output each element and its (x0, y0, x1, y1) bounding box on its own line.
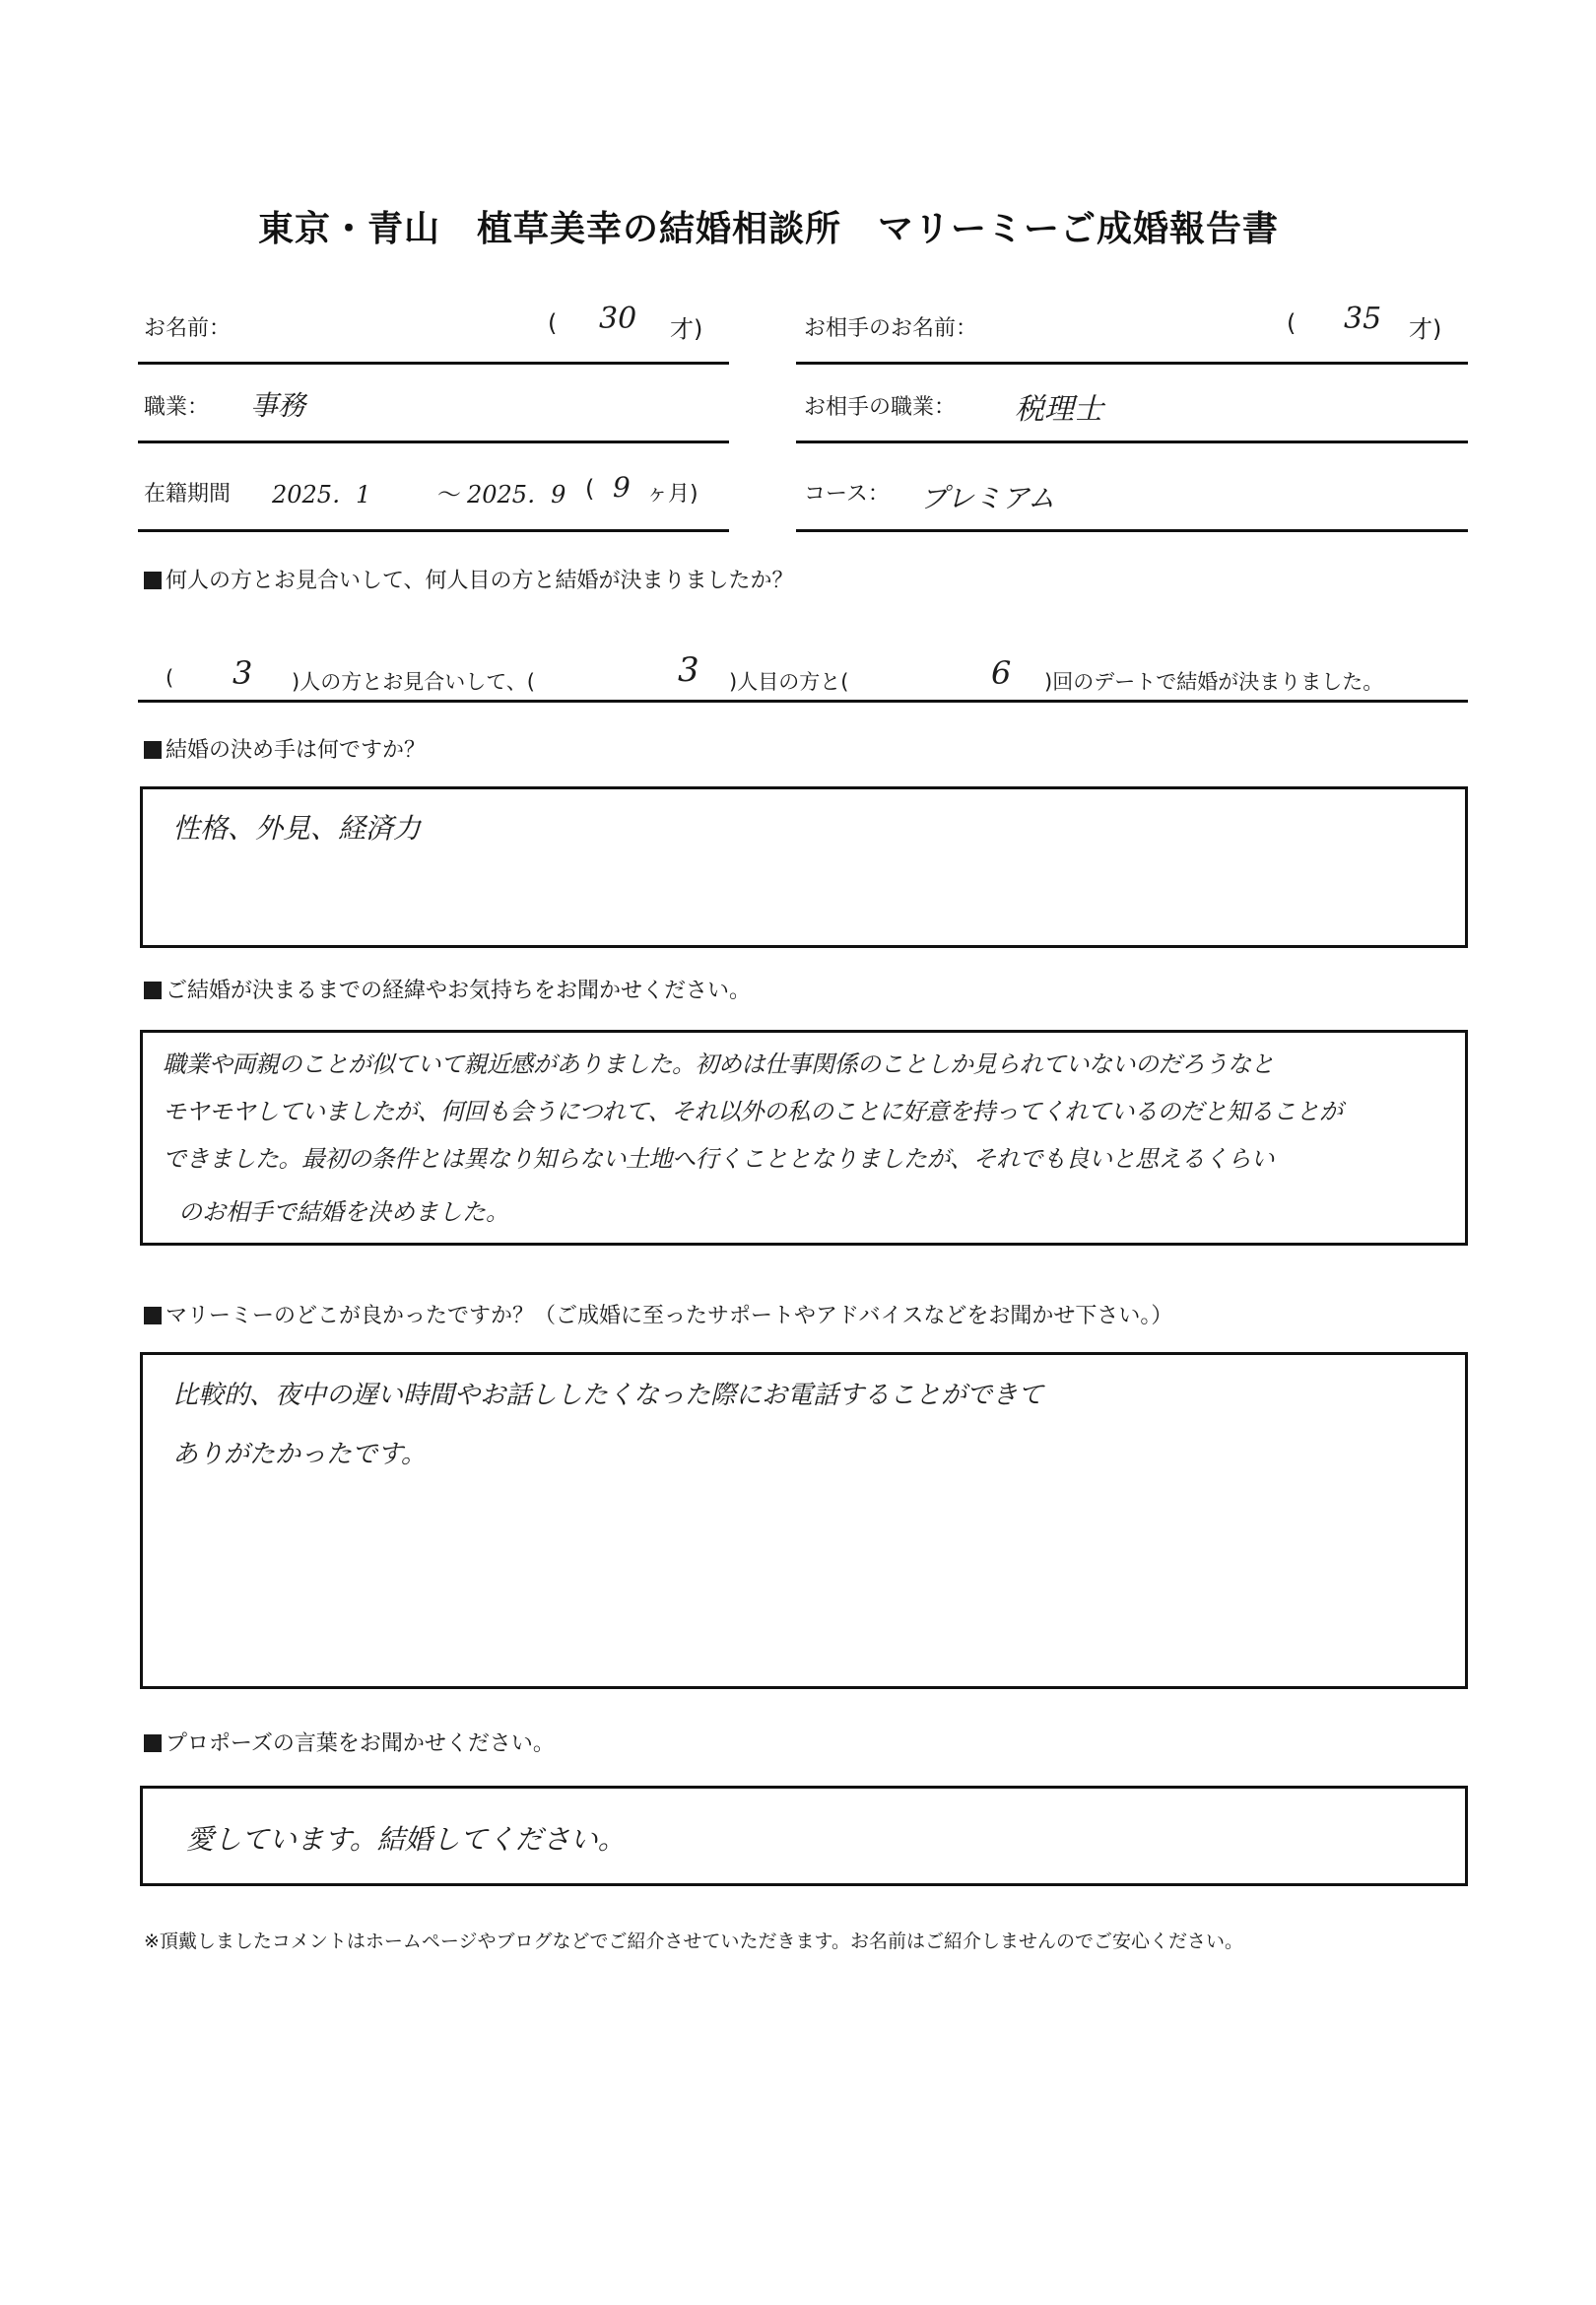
q3-heading (144, 974, 751, 1004)
q4-heading (144, 1299, 1172, 1329)
period-end: 2025．9 (467, 481, 566, 508)
period-start: 2025．1 (272, 481, 371, 508)
q3-answer-box (140, 1030, 1468, 1246)
bullet-square-icon (144, 741, 162, 759)
partner-age-open-paren: ( (1287, 309, 1297, 337)
q5-answer: 愛しています。結婚してください。 (186, 1823, 626, 1856)
footnote: ※頂戴しましたコメントはホームページやブログなどでご紹介させていただきます。お名前はご紹介しませんのでご安心ください。 (144, 1931, 1244, 1952)
q3-answer-line: のお相手で結婚を決めました。 (178, 1198, 509, 1226)
course-label: コース： (804, 482, 890, 507)
period-months-open-paren: ( (585, 475, 595, 503)
q4-answer-line: 比較的、夜中の遅い時間やお話ししたくなった際にお電話することができて (172, 1381, 1044, 1410)
q2-heading-text: 結婚の決め手は何ですか？ (166, 738, 427, 763)
partner-age-unit: 才) (1409, 315, 1442, 343)
q3-answer-line: できました。最初の条件とは異なり知らない土地へ行くこととなりましたが、それでも良いと思えるくらい (163, 1145, 1274, 1173)
course-value: プレミアム (920, 482, 1055, 514)
occupation-value: 事務 (250, 389, 306, 422)
partner-age-value: 35 (1344, 302, 1382, 336)
q3-heading-text: ご結婚が決まるまでの経緯やお気持ちをお聞かせください。 (166, 979, 752, 1003)
q3-answer-line: モヤモヤしていましたが、何回も会うにつれて、それ以外の私のことに好意を持ってくれているのだと知ることが (163, 1098, 1343, 1125)
course-underline (796, 529, 1468, 532)
name-label: お名前： (144, 316, 232, 341)
q1-heading-text: 何人の方とお見合いして、何人目の方と結婚が決まりましたか？ (166, 569, 794, 593)
partner-occupation-value: 税理士 (1015, 392, 1103, 427)
q1-underline (138, 700, 1468, 703)
q5-answer-box (140, 1786, 1468, 1886)
q1-text2: )人目の方と( (729, 670, 849, 694)
name-underline (138, 362, 729, 365)
period-months-unit: ヶ月) (646, 482, 698, 507)
q2-heading (144, 733, 426, 764)
partner-name-label: お相手のお名前： (804, 316, 978, 341)
q4-answer-line: ありがたかったです。 (172, 1440, 427, 1469)
q1-people-met: 3 (233, 654, 253, 692)
q1-dates: 6 (991, 654, 1012, 692)
q1-text3: )回のデートで結婚が決まりました。 (1044, 670, 1384, 694)
age-unit: 才) (670, 315, 703, 343)
q3-answer-line: 職業や両親のことが似ていて親近感がありました。初めは仕事関係のことしか見られていないのだろうなと (163, 1051, 1274, 1078)
q1-open-paren: ( (166, 666, 174, 690)
q1-nth-person: 3 (678, 650, 699, 690)
partner-occupation-underline (796, 441, 1468, 443)
q1-text1: )人の方とお見合いして、( (292, 670, 535, 694)
q2-answer: 性格、外見、経済力 (172, 812, 422, 845)
age-value: 30 (599, 302, 637, 336)
partner-occupation-label: お相手の職業： (804, 395, 957, 420)
document-title: 東京・青山 植草美幸の結婚相談所 マリーミーご成婚報告書 (257, 209, 1279, 249)
bullet-square-icon (144, 572, 162, 589)
age-open-paren: ( (548, 309, 558, 337)
period-label: 在籍期間 (144, 482, 232, 507)
q5-heading-text: プロポーズの言葉をお聞かせください。 (166, 1731, 555, 1756)
q4-answer-box (140, 1352, 1468, 1689)
period-underline (138, 529, 729, 532)
period-months-value: 9 (613, 471, 631, 504)
q1-heading (144, 564, 794, 594)
bullet-square-icon (144, 1307, 162, 1324)
partner-name-underline (796, 362, 1468, 365)
occupation-underline (138, 441, 729, 443)
bullet-square-icon (144, 1734, 162, 1752)
q4-heading-text: マリーミーのどこが良かったですか？（ご成婚に至ったサポートやアドバイスなどをお聞かせ下さい。） (166, 1304, 1173, 1328)
q5-heading (144, 1727, 555, 1757)
q2-answer-box (140, 786, 1468, 948)
bullet-square-icon (144, 982, 162, 999)
period-tilde: ～ (437, 481, 461, 508)
occupation-label: 職業： (144, 395, 210, 420)
